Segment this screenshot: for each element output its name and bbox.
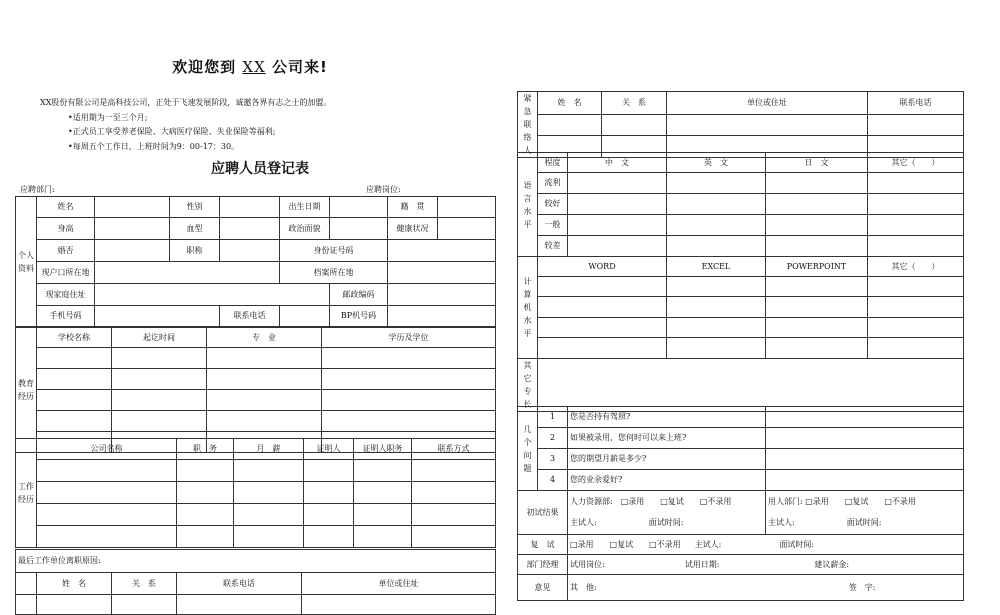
label-height: 身高 <box>37 218 95 240</box>
political-field[interactable] <box>330 218 388 240</box>
education-table <box>15 327 496 453</box>
label-trial-post: 试用岗位: <box>570 559 605 569</box>
comp-cell[interactable] <box>868 318 964 338</box>
label-trial-date: 试用日期: <box>684 559 720 569</box>
label-witness: 证明人 <box>304 439 354 460</box>
family-cell[interactable] <box>302 595 496 615</box>
lang-cell[interactable] <box>568 173 667 194</box>
label-mobile: 手机号码 <box>37 306 95 327</box>
family-cell[interactable] <box>112 595 177 615</box>
intro-text: XX股份有限公司是高科技公司，正处于飞速发展阶段，诚邀各界有志之士的加盟。 <box>40 98 332 107</box>
language-table <box>517 152 964 257</box>
label-school: 学校名称 <box>37 328 112 348</box>
section-interview: 初试结果 <box>518 491 568 535</box>
edu-cell[interactable] <box>322 369 496 390</box>
label-time: 面试时间: <box>648 518 684 528</box>
lang-cell[interactable] <box>667 236 766 257</box>
section-computer: 计算机水平 <box>518 257 538 359</box>
computer-table <box>517 256 964 359</box>
label-em-phone: 联系电话 <box>868 92 964 115</box>
gender-field[interactable] <box>220 197 280 218</box>
comp-cell[interactable] <box>538 318 667 338</box>
label-gender: 性别 <box>170 197 220 218</box>
work-cell[interactable] <box>354 504 412 526</box>
label-political: 政治面貌 <box>280 218 330 240</box>
edu-cell[interactable] <box>37 390 112 411</box>
label-level: 程度 <box>538 153 568 173</box>
level-poor: 较差 <box>538 236 568 257</box>
postcode-field[interactable] <box>388 284 496 306</box>
label-english: 英 文 <box>667 153 766 173</box>
label-duty: 职 务 <box>177 439 234 460</box>
label-examiner: 主试人: <box>768 518 795 528</box>
dept-decision[interactable]: 用人部门: □录用 □复试 □不录用 <box>766 491 964 513</box>
em-cell[interactable] <box>538 114 602 136</box>
label-lang-other: 其它（ ） <box>868 153 964 173</box>
comp-cell[interactable] <box>667 338 766 359</box>
comp-cell[interactable] <box>868 277 964 297</box>
label-id: 身份证号码 <box>280 240 388 262</box>
label-bp: BP机号码 <box>330 306 388 327</box>
label-word: WORD <box>538 257 667 277</box>
bullet-item: •适用期为一至三个月; <box>68 112 148 122</box>
label-birth: 出生日期 <box>280 197 330 218</box>
answer-field[interactable] <box>766 428 964 449</box>
label-name: 姓名 <box>37 197 95 218</box>
name-field[interactable] <box>95 197 170 218</box>
edu-cell[interactable] <box>112 369 207 390</box>
edu-cell[interactable] <box>322 348 496 369</box>
work-cell[interactable] <box>354 526 412 548</box>
edu-cell[interactable] <box>207 411 322 432</box>
em-cell[interactable] <box>667 114 868 136</box>
label-period: 起讫时间 <box>112 328 207 348</box>
work-cell[interactable] <box>412 460 496 482</box>
lang-cell[interactable] <box>868 173 964 194</box>
lang-cell[interactable] <box>868 236 964 257</box>
welcome-text-end: 公司来! <box>272 58 328 76</box>
address-field[interactable] <box>95 284 330 306</box>
label-postcode: 邮政编码 <box>330 284 388 306</box>
questions-table <box>517 406 964 491</box>
work-cell[interactable] <box>177 504 234 526</box>
label-salary: 月 薪 <box>234 439 304 460</box>
section-education: 教育经历 <box>16 328 37 453</box>
work-cell[interactable] <box>412 482 496 504</box>
label-family-unit: 单位或住址 <box>302 573 496 595</box>
title-field[interactable] <box>220 240 280 262</box>
edu-cell[interactable] <box>112 390 207 411</box>
work-cell[interactable] <box>304 460 354 482</box>
work-cell[interactable] <box>354 460 412 482</box>
lang-cell[interactable] <box>667 215 766 236</box>
edu-cell[interactable] <box>37 369 112 390</box>
work-cell[interactable] <box>304 504 354 526</box>
em-cell[interactable] <box>602 114 667 136</box>
family-cell[interactable] <box>177 595 302 615</box>
edu-cell[interactable] <box>207 390 322 411</box>
label-em-name: 姓 名 <box>538 92 602 115</box>
work-table <box>15 438 496 548</box>
leave-reason-label: 最后工作单位离职原因: <box>16 550 496 573</box>
retest-table <box>517 534 964 555</box>
question-text: 您是否持有驾照? <box>568 407 766 428</box>
label-family-phone: 联系电话 <box>177 573 302 595</box>
label-hukou: 现户口所在地 <box>37 262 95 284</box>
label-time: 面试时间: <box>846 518 882 528</box>
specialty-field[interactable] <box>538 359 964 412</box>
label-native: 籍 贯 <box>388 197 438 218</box>
bullet-item: •每周五个工作日，上班时间为9：00-17：30。 <box>68 141 240 151</box>
work-cell[interactable] <box>234 526 304 548</box>
work-cell[interactable] <box>234 460 304 482</box>
work-cell[interactable] <box>37 504 177 526</box>
company-intro <box>40 96 331 154</box>
level-fluent: 流利 <box>538 173 568 194</box>
edu-cell[interactable] <box>37 348 112 369</box>
dept-label: 应聘部门: <box>20 185 55 194</box>
personal-info-table <box>15 196 496 327</box>
retest-options[interactable]: □录用 □复试 □不录用 <box>570 539 681 549</box>
emergency-table <box>517 91 964 158</box>
answer-field[interactable] <box>766 470 964 491</box>
label-company: 公司名称 <box>37 439 177 460</box>
comp-cell[interactable] <box>667 297 766 318</box>
label-health: 健康状况 <box>388 218 438 240</box>
label-retest: 复 试 <box>518 535 568 555</box>
label-address: 现家庭住址 <box>37 284 95 306</box>
marital-field[interactable] <box>95 240 170 262</box>
label-examiner: 主试人: <box>570 518 597 528</box>
work-cell[interactable] <box>177 460 234 482</box>
section-work: 工作经历 <box>16 439 37 548</box>
mobile-field[interactable] <box>95 306 220 327</box>
archive-field[interactable] <box>388 262 496 284</box>
label-phone: 联系电话 <box>220 306 280 327</box>
edu-cell[interactable] <box>112 411 207 432</box>
lang-cell[interactable] <box>766 236 868 257</box>
label-other: 其 他: <box>570 582 597 592</box>
label-retest-time: 面试时间: <box>779 539 815 549</box>
question-no: 4 <box>538 470 568 491</box>
label-degree: 学历及学位 <box>322 328 496 348</box>
work-cell[interactable] <box>177 526 234 548</box>
label-family-name: 姓 名 <box>37 573 112 595</box>
label-em-relation: 关 系 <box>602 92 667 115</box>
work-cell[interactable] <box>354 482 412 504</box>
blood-field[interactable] <box>220 218 280 240</box>
level-fair: 一般 <box>538 215 568 236</box>
interview-table <box>517 490 964 535</box>
question-no: 2 <box>538 428 568 449</box>
comp-cell[interactable] <box>766 297 868 318</box>
id-field[interactable] <box>388 240 496 262</box>
section-language: 语言水平 <box>518 153 538 257</box>
welcome-text: 欢迎您到 <box>172 58 237 76</box>
company-placeholder: XX <box>242 58 266 76</box>
level-good: 较好 <box>538 194 568 215</box>
comp-cell[interactable] <box>766 318 868 338</box>
lang-cell[interactable] <box>667 173 766 194</box>
height-field[interactable] <box>95 218 170 240</box>
edu-cell[interactable] <box>37 411 112 432</box>
lang-cell[interactable] <box>568 194 667 215</box>
label-manager: 部门经理 <box>518 555 568 575</box>
label-major: 专 业 <box>207 328 322 348</box>
comp-cell[interactable] <box>868 297 964 318</box>
comp-cell[interactable] <box>766 338 868 359</box>
hr-decision[interactable]: 人力资源部: □录用 □复试 □不录用 <box>568 491 766 513</box>
position-label: 应聘岗位: <box>366 185 401 194</box>
lang-cell[interactable] <box>766 194 868 215</box>
label-sign: 签 字: <box>848 582 876 592</box>
specialty-table <box>517 358 964 412</box>
lang-cell[interactable] <box>568 215 667 236</box>
label-archive: 档案所在地 <box>280 262 388 284</box>
bullet-item: •正式员工享受养老保险、大病医疗保险、失业保险等福利; <box>68 127 276 136</box>
work-cell[interactable] <box>304 482 354 504</box>
em-cell[interactable] <box>868 114 964 136</box>
label-marital: 婚否 <box>37 240 95 262</box>
family-cell[interactable] <box>37 595 112 615</box>
family-table <box>15 549 496 615</box>
comp-cell[interactable] <box>868 338 964 359</box>
edu-cell[interactable] <box>322 411 496 432</box>
work-cell[interactable] <box>234 504 304 526</box>
edu-cell[interactable] <box>207 348 322 369</box>
comp-cell[interactable] <box>766 277 868 297</box>
comp-cell[interactable] <box>538 338 667 359</box>
work-cell[interactable] <box>177 482 234 504</box>
section-personal: 个人资料 <box>16 197 37 327</box>
comp-cell[interactable] <box>667 318 766 338</box>
section-specialty: 其它专长 <box>518 359 538 412</box>
lang-cell[interactable] <box>766 215 868 236</box>
lang-cell[interactable] <box>568 236 667 257</box>
health-field[interactable] <box>438 218 496 240</box>
work-cell[interactable] <box>37 526 177 548</box>
lang-cell[interactable] <box>667 194 766 215</box>
lang-cell[interactable] <box>868 215 964 236</box>
label-salary-suggest: 建议薪金: <box>814 559 850 569</box>
comp-cell[interactable] <box>538 297 667 318</box>
label-comp-other: 其它（ ） <box>868 257 964 277</box>
label-blood: 血型 <box>170 218 220 240</box>
label-chinese: 中 文 <box>568 153 667 173</box>
lang-cell[interactable] <box>868 194 964 215</box>
answer-field[interactable] <box>766 449 964 470</box>
work-cell[interactable] <box>304 526 354 548</box>
question-text: 如果被录用，您何时可以来上班? <box>568 428 766 449</box>
family-blank <box>16 573 37 595</box>
question-text: 您的期望月薪是多少? <box>568 449 766 470</box>
work-cell[interactable] <box>412 504 496 526</box>
label-witness-duty: 证明人职务 <box>354 439 412 460</box>
label-family-relation: 关 系 <box>112 573 177 595</box>
birth-field[interactable] <box>330 197 388 218</box>
comp-cell[interactable] <box>538 277 667 297</box>
section-emergency: 紧急联络人 <box>518 92 538 158</box>
label-title: 职称 <box>170 240 220 262</box>
label-japanese: 日 文 <box>766 153 868 173</box>
label-em-unit: 单位或住址 <box>667 92 868 115</box>
label-ppt: POWERPOINT <box>766 257 868 277</box>
manager-table <box>517 554 964 601</box>
label-excel: EXCEL <box>667 257 766 277</box>
comp-cell[interactable] <box>667 277 766 297</box>
label-contact: 联系方式 <box>412 439 496 460</box>
edu-cell[interactable] <box>112 348 207 369</box>
lang-cell[interactable] <box>766 173 868 194</box>
question-no: 3 <box>538 449 568 470</box>
work-cell[interactable] <box>234 482 304 504</box>
form-title: 应聘人员登记表 <box>211 161 309 177</box>
answer-field[interactable] <box>766 407 964 428</box>
welcome-title <box>0 56 500 77</box>
phone-field[interactable] <box>280 306 330 327</box>
work-cell[interactable] <box>37 482 177 504</box>
native-field[interactable] <box>438 197 496 218</box>
edu-cell[interactable] <box>322 390 496 411</box>
hukou-field[interactable] <box>95 262 280 284</box>
label-opinion: 意见 <box>518 575 568 601</box>
label-retest-examiner: 主试人: <box>694 539 722 549</box>
work-cell[interactable] <box>37 460 177 482</box>
question-text: 您的业余爱好? <box>568 470 766 491</box>
bp-field[interactable] <box>388 306 496 327</box>
section-questions: 几个问题 <box>518 407 538 491</box>
edu-cell[interactable] <box>207 369 322 390</box>
question-no: 1 <box>538 407 568 428</box>
work-cell[interactable] <box>412 526 496 548</box>
